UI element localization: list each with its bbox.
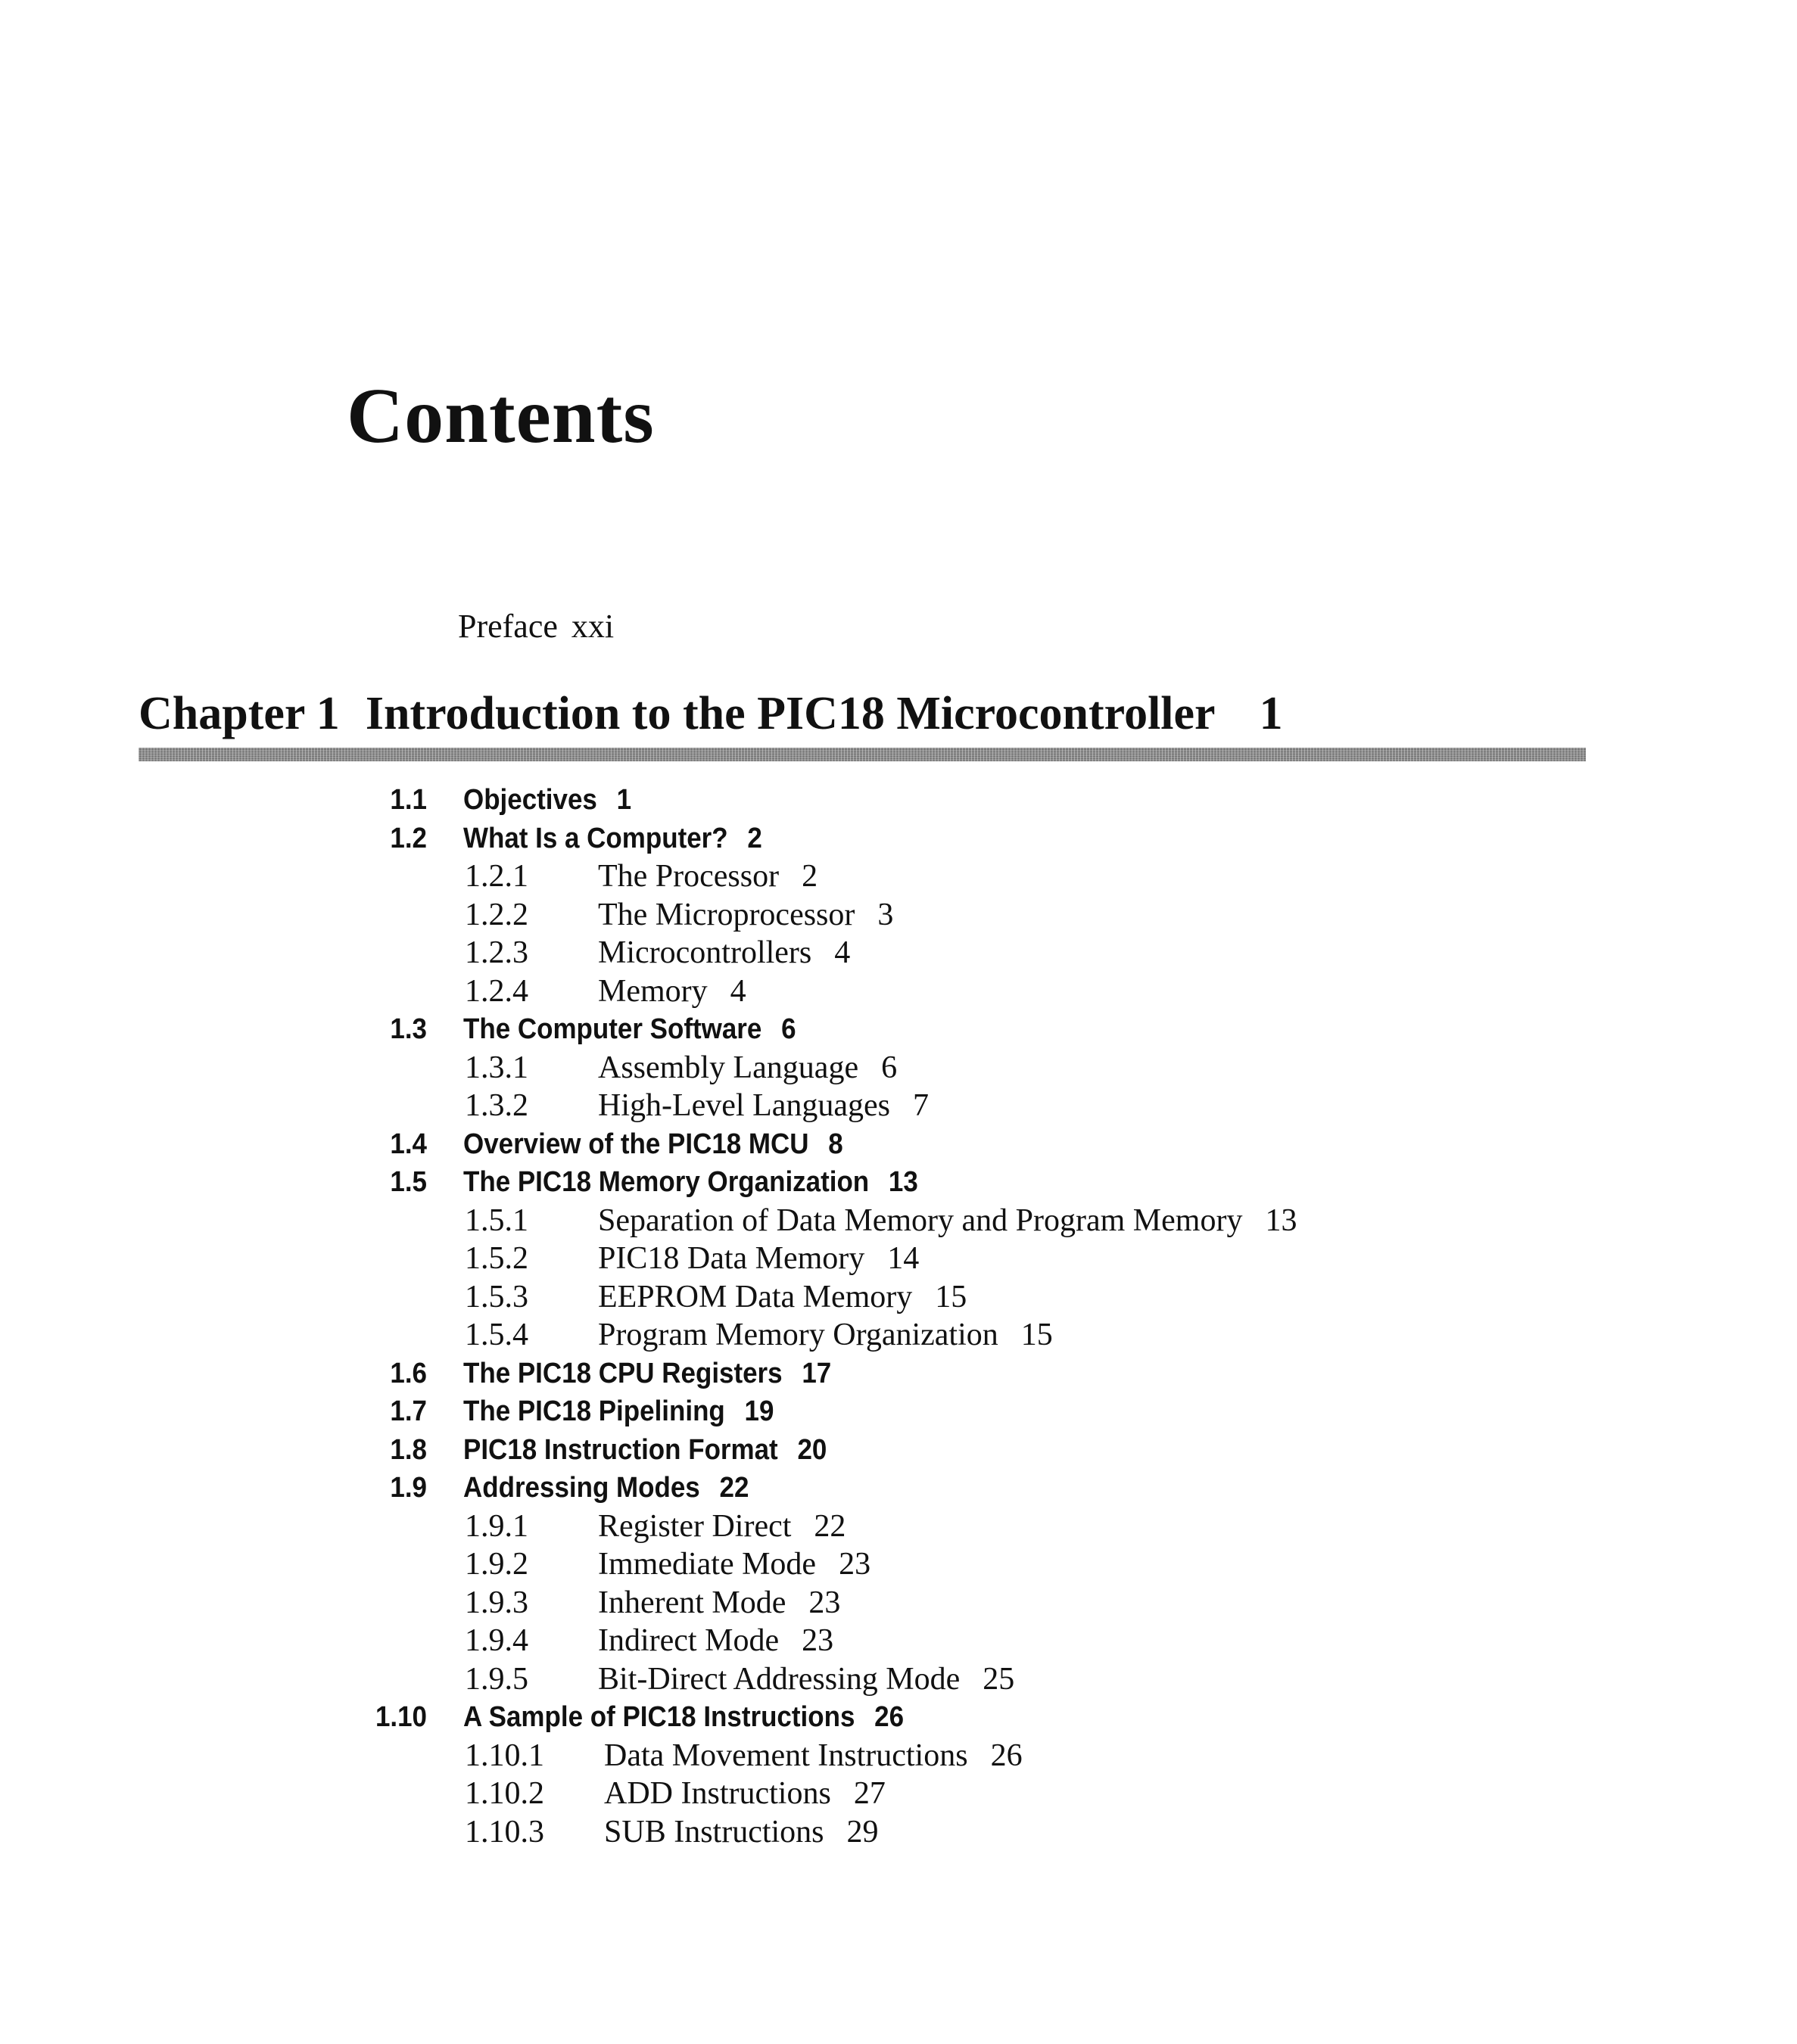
entry-page: 13 — [888, 1166, 918, 1198]
toc-section-entry[interactable] — [0, 1431, 1797, 1470]
entry-title-text: Assembly Language — [598, 1050, 859, 1085]
entry-title — [598, 1316, 1053, 1354]
entry-title-text: Indirect Mode — [598, 1623, 780, 1658]
entry-page: 1 — [616, 784, 632, 816]
entry-number: 1.3 — [390, 1013, 427, 1045]
entry-title — [604, 1737, 1023, 1775]
toc-subsection-entry[interactable] — [0, 1622, 1797, 1660]
chapter-rule — [139, 748, 1586, 761]
toc-subsection-entry[interactable] — [0, 1202, 1797, 1240]
entry-title-text: The Processor — [598, 859, 780, 894]
entry-page: 2 — [747, 822, 762, 854]
entry-title — [604, 1775, 886, 1812]
entry-title-text: ADD Instructions — [604, 1776, 831, 1811]
entry-page: 29 — [846, 1814, 879, 1850]
toc-subsection-entry[interactable] — [0, 1049, 1797, 1087]
entry-title — [598, 1202, 1297, 1240]
entry-page: 3 — [877, 897, 894, 932]
toc-subsection-entry[interactable] — [0, 1660, 1797, 1699]
entry-title-text: What Is a Computer? — [463, 822, 728, 854]
entry-number: 1.9.2 — [465, 1547, 528, 1582]
entry-title — [463, 1698, 904, 1736]
entry-number: 1.1 — [390, 784, 427, 816]
entry-title-text: Program Memory Organization — [598, 1318, 998, 1352]
toc-section-entry[interactable] — [0, 1392, 1797, 1431]
entry-title — [598, 1545, 870, 1583]
chapter-page: 1 — [1259, 688, 1283, 739]
toc-subsection-entry[interactable] — [0, 934, 1797, 972]
entry-number: 1.5 — [390, 1166, 427, 1198]
entry-number: 1.5.1 — [465, 1202, 528, 1238]
toc-subsection-entry[interactable] — [0, 1240, 1797, 1278]
entry-title — [598, 1278, 967, 1316]
entry-title — [463, 1431, 827, 1469]
entry-page: 4 — [834, 935, 851, 970]
toc-subsection-entry[interactable] — [0, 1087, 1797, 1125]
chapter-label: Chapter 1 — [139, 688, 340, 739]
entry-page: 22 — [814, 1508, 846, 1544]
entry-page: 27 — [853, 1776, 886, 1811]
entry-page: 19 — [744, 1395, 774, 1427]
entry-page: 7 — [913, 1088, 930, 1123]
entry-number: 1.3.1 — [465, 1050, 528, 1085]
toc-subsection-entry[interactable] — [0, 857, 1797, 896]
entry-title-text: PIC18 Instruction Format — [463, 1433, 778, 1466]
toc-subsection-entry[interactable] — [0, 972, 1797, 1011]
toc-section-entry[interactable] — [0, 1698, 1797, 1737]
entry-title — [598, 1087, 929, 1125]
entry-title-text: The PIC18 Pipelining — [463, 1395, 725, 1427]
entry-number: 1.10.2 — [465, 1776, 544, 1811]
entry-title — [463, 781, 631, 819]
toc-section-entry[interactable] — [0, 1010, 1797, 1049]
entry-title-text: A Sample of PIC18 Instructions — [463, 1701, 855, 1733]
toc-subsection-entry[interactable] — [0, 1813, 1797, 1852]
entry-number: 1.4 — [390, 1128, 427, 1160]
page-title: Contents — [347, 372, 655, 459]
entry-number: 1.2.4 — [465, 973, 528, 1009]
entry-number: 1.9.4 — [465, 1623, 528, 1658]
toc-section-entry[interactable] — [0, 781, 1797, 820]
toc-subsection-entry[interactable] — [0, 1507, 1797, 1546]
entry-page: 22 — [719, 1472, 749, 1504]
toc-subsection-entry[interactable] — [0, 1775, 1797, 1813]
entry-title-text: Inherent Mode — [598, 1585, 786, 1620]
entry-title — [463, 1163, 918, 1201]
entry-page: 13 — [1265, 1202, 1297, 1238]
entry-title-text: Data Movement Instructions — [604, 1738, 968, 1773]
chapter-title: Introduction to the PIC18 Microcontroller — [365, 688, 1216, 739]
entry-number: 1.5.4 — [465, 1318, 528, 1352]
entry-title — [598, 972, 746, 1010]
entry-number: 1.3.2 — [465, 1088, 528, 1123]
toc-subsection-entry[interactable] — [0, 1316, 1797, 1355]
entry-title-text: The PIC18 CPU Registers — [463, 1357, 783, 1389]
entry-page: 17 — [802, 1357, 832, 1389]
entry-number: 1.8 — [390, 1433, 427, 1466]
entry-page: 14 — [887, 1241, 920, 1276]
entry-title-text: The Computer Software — [463, 1013, 762, 1045]
entry-title-text: Overview of the PIC18 MCU — [463, 1128, 809, 1160]
entry-title — [598, 1584, 840, 1622]
entry-number: 1.6 — [390, 1357, 427, 1389]
entry-page: 4 — [730, 973, 746, 1009]
entry-title-text: Objectives — [463, 784, 597, 816]
chapter-heading[interactable] — [139, 690, 1586, 737]
entry-page: 2 — [802, 859, 818, 894]
toc-subsection-entry[interactable] — [0, 1737, 1797, 1775]
toc-section-entry[interactable] — [0, 1469, 1797, 1507]
entry-number: 1.2.2 — [465, 897, 528, 932]
entry-page: 23 — [839, 1547, 871, 1582]
entry-page: 8 — [828, 1128, 843, 1160]
entry-title — [598, 857, 818, 895]
toc-list — [0, 781, 1797, 1851]
entry-title — [598, 1660, 1014, 1698]
toc-section-entry[interactable] — [0, 820, 1797, 858]
toc-subsection-entry[interactable] — [0, 1545, 1797, 1584]
entry-title — [598, 1622, 833, 1660]
entry-title — [463, 820, 762, 857]
entry-title — [598, 896, 893, 934]
entry-number: 1.9.3 — [465, 1585, 528, 1620]
entry-title-text: High-Level Languages — [598, 1088, 891, 1123]
entry-title-text: Addressing Modes — [463, 1472, 700, 1504]
entry-title — [463, 1392, 774, 1430]
entry-title-text: SUB Instructions — [604, 1814, 824, 1850]
entry-number: 1.9.1 — [465, 1508, 528, 1544]
entry-title — [598, 934, 850, 972]
entry-page: 6 — [881, 1050, 898, 1085]
preface-page: xxi — [571, 608, 615, 645]
toc-section-entry[interactable] — [0, 1355, 1797, 1393]
preface-entry[interactable] — [458, 610, 614, 643]
entry-number: 1.5.2 — [465, 1241, 528, 1276]
entry-number: 1.10.3 — [465, 1814, 544, 1850]
entry-title — [598, 1049, 897, 1087]
entry-page: 6 — [781, 1013, 796, 1045]
entry-title-text: The Microprocessor — [598, 897, 855, 932]
entry-page: 26 — [874, 1701, 905, 1733]
toc-subsection-entry[interactable] — [0, 896, 1797, 935]
entry-title-text: PIC18 Data Memory — [598, 1241, 865, 1276]
entry-title-text: Bit-Direct Addressing Mode — [598, 1661, 961, 1697]
toc-subsection-entry[interactable] — [0, 1278, 1797, 1317]
entry-title-text: The PIC18 Memory Organization — [463, 1166, 870, 1198]
entry-number: 1.2.1 — [465, 859, 528, 894]
entry-title-text: Microcontrollers — [598, 935, 812, 970]
toc-section-entry[interactable] — [0, 1163, 1797, 1202]
entry-page: 20 — [797, 1433, 827, 1466]
entry-title — [604, 1813, 879, 1851]
entry-page: 15 — [935, 1279, 967, 1314]
entry-page: 23 — [808, 1585, 841, 1620]
entry-title — [463, 1355, 831, 1392]
entry-title-text: Memory — [598, 973, 708, 1009]
entry-title — [463, 1469, 749, 1507]
entry-title-text: Separation of Data Memory and Program Memory — [598, 1202, 1243, 1238]
entry-title-text: Immediate Mode — [598, 1547, 817, 1582]
entry-page: 25 — [983, 1661, 1015, 1697]
entry-page: 26 — [990, 1738, 1023, 1773]
entry-number: 1.10 — [375, 1701, 427, 1733]
preface-label: Preface — [458, 608, 558, 645]
entry-number: 1.7 — [390, 1395, 427, 1427]
entry-page: 23 — [802, 1623, 834, 1658]
entry-number: 1.9 — [390, 1472, 427, 1504]
toc-section-entry[interactable] — [0, 1125, 1797, 1164]
entry-title — [463, 1010, 796, 1048]
entry-title — [598, 1507, 846, 1545]
entry-number: 1.10.1 — [465, 1738, 544, 1773]
entry-page: 15 — [1020, 1318, 1053, 1352]
entry-title-text: Register Direct — [598, 1508, 792, 1544]
entry-title — [598, 1240, 919, 1277]
entry-title — [463, 1125, 843, 1163]
entry-number: 1.5.3 — [465, 1279, 528, 1314]
toc-subsection-entry[interactable] — [0, 1584, 1797, 1622]
entry-title-text: EEPROM Data Memory — [598, 1279, 913, 1314]
entry-number: 1.2.3 — [465, 935, 528, 970]
entry-number: 1.9.5 — [465, 1661, 528, 1697]
entry-number: 1.2 — [390, 822, 427, 854]
